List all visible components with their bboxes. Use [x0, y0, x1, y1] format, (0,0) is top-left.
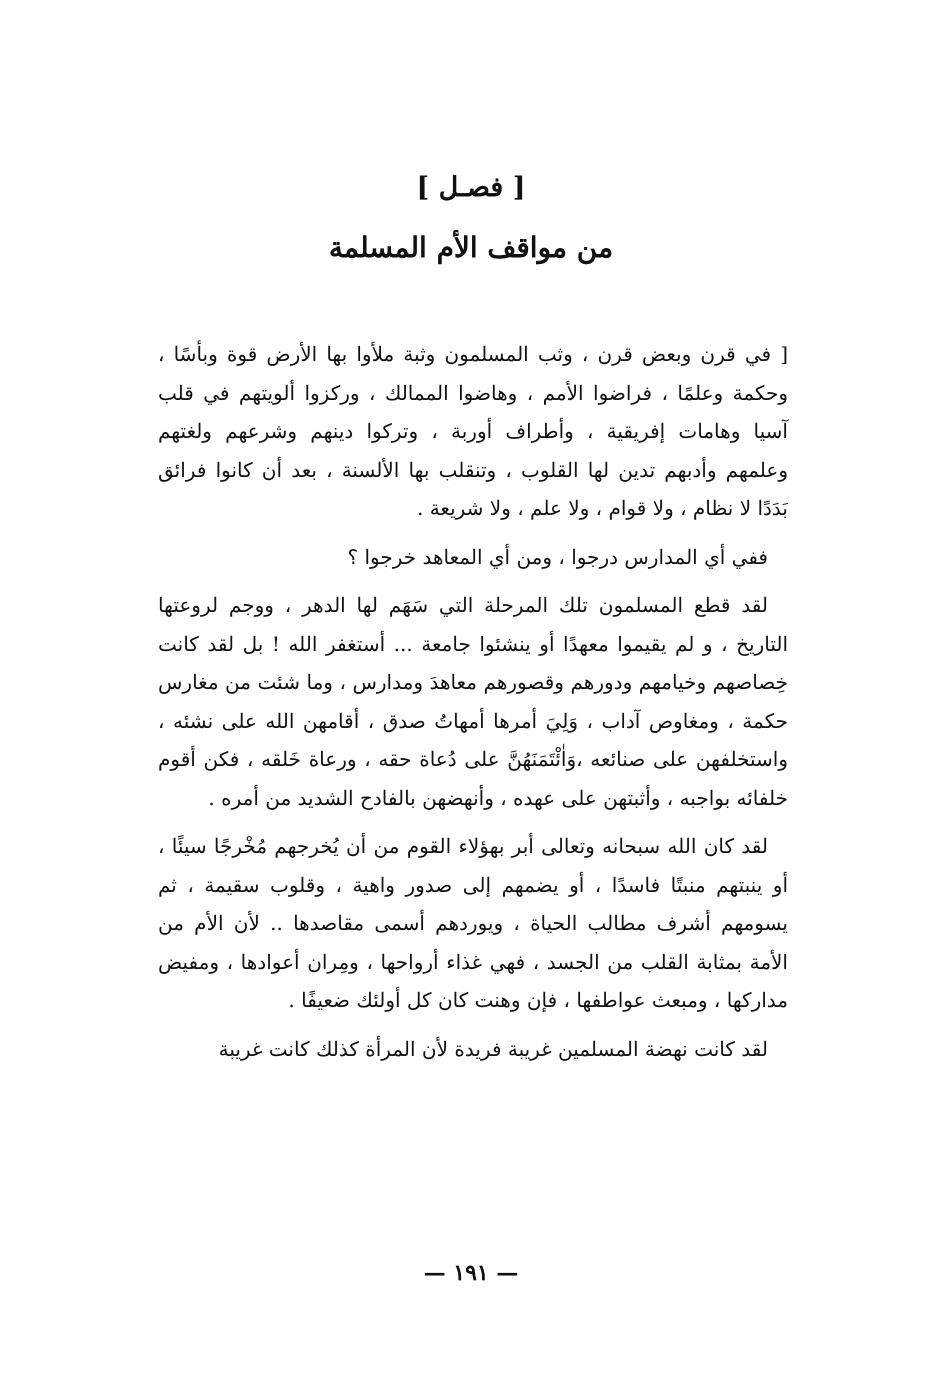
paragraph-5: لقد كانت نهضة المسلمين غريبة فريدة لأن المرأة كذلك كانت غريبة	[218, 1036, 768, 1061]
chapter-title: من مواقف الأم المسلمة	[328, 231, 614, 264]
paragraph-2: ففي أي المدارس درجوا ، ومن أي المعاهد خرجوا ؟	[347, 544, 768, 569]
section-label: [ فصـل ]	[416, 172, 526, 203]
paragraph-3: لقد قطع المسلمون تلك المرحلة التي سَهَم لها الدهر ، ووجم لروعتها التاريخ ، و لم يقيموا معهدًا أو ينشئوا جامعة ... أستغفر الله ! بل لقد كانت خِصاصهم وخيامهم ودورهم وقصورهم معاهدَ ومدارس ، وما شئت من مغارس حكمة ، ومغاوص آداب ، وَلِيَ أمرها أمهاتُ صدق ، أقامهن الله على نشئه ، واستخلفهن على صنائعه ،وَاٰئْتَمَنَهُنَّ على دُعاة حقه ، ورعاة خَلقه ، فكن أقوم خلفائه بواجبه ، وأثبتهن على عهده ، وأنهضهن بالفادح الشديد من أمره .	[158, 593, 788, 810]
paragraph-1: [ في قرن وبعض قرن ، وثب المسلمون وثبة ملأوا بها الأرض قوة وبأسًا ، وحكمة وعلمًا ، فراضوا الأمم ، وهاضوا الممالك ، وركزوا ألويتهم في قلب آسيا وهامات إفريقية ، وأطراف أوربة ، وتركوا دينهم وشرعهم ولغتهم وعلمهم وأدبهم تدين لها القلوب ، وتنقلب بها الألسنة ، بعد أن كانوا فرائق بَدَدًا لا نظام ، ولا قوام ، ولا علم ، ولا شريعة .	[158, 342, 788, 520]
page-number: — ١٩١ —	[423, 1260, 519, 1286]
paragraph-4: لقد كان الله سبحانه وتعالى أبر بهؤلاء القوم من أن يُخرجهم مُخْرجًا سيئًا ، أو ينبتهم منبتًا فاسدًا ، أو يضمهم إلى صدور واهية ، وقلوب سقيمة ، ثم يسومهم أشرف مطالب الحياة ، ويوردهم أسمى مقاصدها .. لأن الأم من الأمة بمثابة القلب من الجسد ، فهي غذاء أرواحها ، ومِران أعوادها ، ومفيض مداركها ، ومبعث عواطفها ، فإن وهنت كان كل أولئك ضعيفًا .	[158, 834, 788, 1012]
body-text	[158, 335, 788, 1068]
